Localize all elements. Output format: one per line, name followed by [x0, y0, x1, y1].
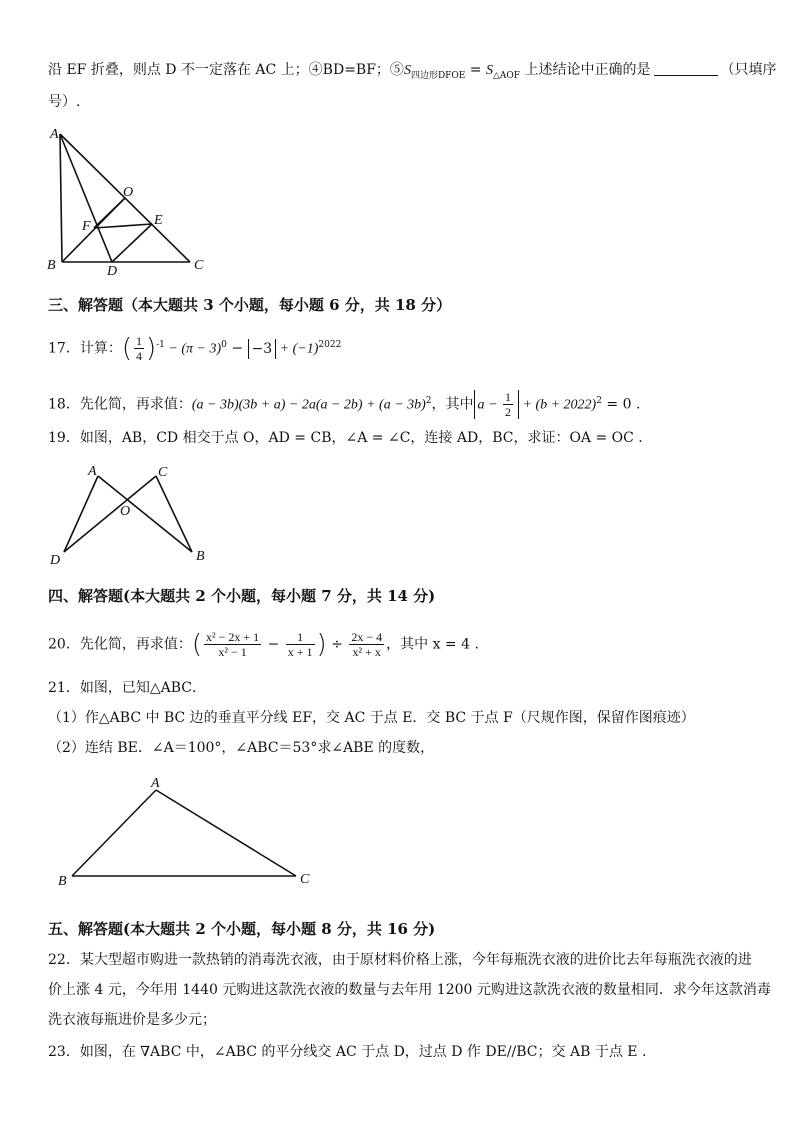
exponent-neg-one: -1 — [156, 339, 165, 350]
area-symbol-2: S — [486, 63, 493, 78]
label-c: C — [158, 465, 168, 480]
q22-line1: 22．某大型超市购进一款热销的消毒洗衣液，由于原材料价格上涨，今年每瓶洗衣液的进价比去年每瓶洗衣液的进 — [48, 952, 752, 968]
q23: 23．如图，在 ∇ABC 中，∠ABC 的平分线交 AC 于点 D，过点 D 作 DE//BC；交 AB 于点 E . — [48, 1044, 647, 1060]
label-a: A — [151, 776, 160, 791]
line-de — [112, 224, 152, 262]
label-d: D — [50, 553, 61, 568]
fraction-2: $\frac{1}{x + 1}$ — [287, 630, 313, 659]
exponent-zero: 0 — [221, 339, 227, 350]
line-cb — [156, 476, 192, 552]
q16-text-a: 沿 EF 折叠，则点 D 不一定落在 AC 上；④BD=BF；⑤ — [48, 62, 404, 78]
q16-text-b: 上述结论中正确的是 — [520, 62, 651, 78]
fraction-half: $\frac{1}{2}$ — [505, 390, 511, 419]
figure-3-triangle — [50, 772, 330, 892]
q16-line2: 号）. — [48, 94, 81, 110]
fraction-one-quarter: $\frac{1}{4}$ — [135, 334, 142, 363]
label-o: O — [123, 185, 134, 200]
label-c: C — [300, 872, 310, 887]
q18-absolute: a − $\frac{1}{2}$ — [474, 390, 519, 419]
q22-line3: 洗衣液每瓶进价是多少元； — [48, 1012, 216, 1028]
line-fo — [94, 198, 125, 228]
q16-line1 — [48, 60, 777, 86]
section-5-heading: 五、解答题(本大题共 2 个小题，每小题 8 分，共 16 分) — [48, 920, 436, 938]
line-ad — [64, 476, 98, 552]
left-paren: ( — [121, 333, 132, 364]
figure-2-crossed-triangles — [40, 458, 220, 568]
label-b: B — [196, 549, 205, 564]
exponent-2022: 2022 — [318, 339, 342, 350]
label-e: E — [154, 213, 163, 228]
left-paren: ( — [191, 629, 202, 660]
q21-line1: 21．如图，已知△ABC． — [48, 680, 206, 696]
q18: 18．先化简，再求值：$(a - 3b)(3b + a) - 2a(a - 2b) + (a - 3b)^2$，其中 a − $\frac{1}{2}$ + $(b + 2022)^2 = 0$ . — [48, 390, 641, 419]
label-b: B — [58, 874, 67, 889]
section-4-heading: 四、解答题(本大题共 2 个小题，每小题 7 分，共 14 分) — [48, 587, 436, 605]
q22-line2: 价上涨 4 元，今年用 1440 元购进这款洗衣液的数量与去年用 1200 元购进这款洗衣液的数量相同．求今年这款消毒 — [48, 982, 771, 998]
area-symbol: S — [403, 63, 411, 78]
label-a: A — [88, 464, 97, 479]
figure-1-triangle — [40, 122, 220, 277]
absolute-value: −3 — [248, 339, 277, 359]
line-cd — [64, 476, 156, 552]
q17: 17．计算：( $\frac{1}{4}$ )$^{-1} - (\pi - 3)^0 - -3 + (-1)^{2022}$ — [48, 333, 342, 364]
fraction-1: $\frac{\text{x² − 2x + 1}}{\text{x² − 1}}$ — [205, 630, 260, 659]
label-b: B — [47, 258, 56, 273]
label-d: D — [107, 264, 118, 277]
q16-text-c: （只填序 — [720, 62, 777, 78]
line-fe — [94, 224, 152, 228]
fraction-3: $\frac{2x - 4}{\text{x² + x}}$ — [351, 630, 383, 659]
line-ab — [60, 134, 62, 262]
q21-line2: （1）作△ABC 中 BC 边的垂直平分线 EF，交 AC 于点 E．交 BC 于点 F（尺规作图，保留作图痕迹） — [48, 710, 695, 726]
label-a: A — [50, 127, 59, 142]
q17-prefix: 17．计算： — [48, 340, 122, 357]
right-paren: ) — [145, 333, 157, 364]
area-subscript-quad: 四边形DFOE — [410, 70, 466, 81]
label-o: O — [120, 504, 131, 519]
q21-line3: （2）连结 BE．∠A＝100°，∠ABC＝53°求∠ABE 的度数， — [48, 740, 435, 756]
line-ac — [156, 790, 296, 876]
q19: 19．如图，AB，CD 相交于点 O，AD = CB，∠A = ∠C，连接 AD，BC，求证：OA = OC . — [48, 430, 643, 446]
label-f: F — [82, 219, 91, 234]
section-3-heading: 三、解答题（本大题共 3 个小题，每小题 6 分，共 18 分） — [48, 296, 452, 314]
answer-blank[interactable] — [654, 61, 718, 76]
area-subscript-tri: △AOF — [493, 70, 521, 81]
line-ab — [72, 790, 156, 876]
line-ad — [60, 134, 112, 262]
label-c: C — [194, 258, 204, 273]
equals-sign: = — [465, 62, 486, 78]
line-ab — [98, 476, 192, 552]
q20: 20．先化简，再求值：( $\frac{\text{x² − 2x + 1}}{\text{x² − 1}}$ − $\frac{1}{x + 1}$ ) ÷ $\frac{2x - 4}{\text{x² + x}}$ ，其中 x = 4 . — [48, 629, 479, 660]
right-paren: ) — [316, 629, 327, 660]
q18-expression: (a − 3b)(3b + a) − 2a(a − 2b) + (a − 3b) — [191, 397, 426, 413]
